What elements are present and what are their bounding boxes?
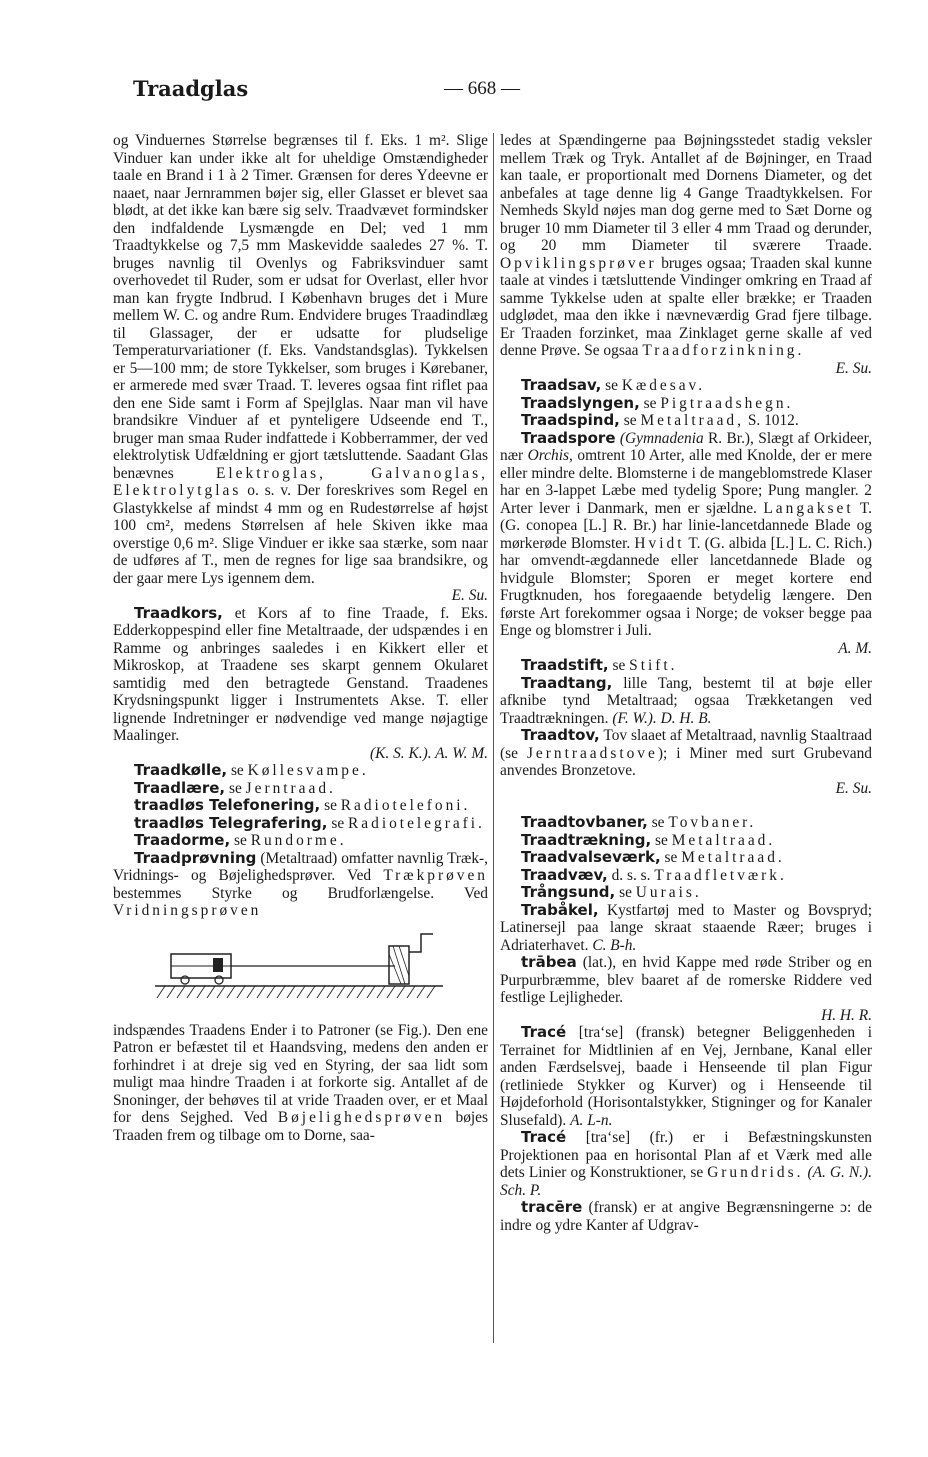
headword: Traadkors, (134, 603, 223, 622)
entry-traadvalsevaerk: Traadvalseværk, se Metaltraad. (521, 848, 785, 866)
entry-traadlaere: Traadlære, se Jerntraad. (134, 778, 336, 797)
author-signature: A. L-n. (570, 1111, 613, 1129)
author-signature: A. M. (838, 639, 872, 657)
cross-reference: Metaltraad, (640, 412, 744, 429)
entry-traadlos-telegrafering: traadløs Telegrafering, se Radiotelegrafi. (134, 813, 485, 832)
author-signature: E. Su. (451, 587, 488, 604)
entry-tracere: tracēre (fransk) er at angive Begrænsningerne ɔ: de indre og ydre Kanter af Udgrav- (500, 1198, 872, 1234)
torsion-apparatus-illustration (151, 928, 451, 1012)
cross-reference: Uurais. (635, 884, 702, 901)
entry-traadlos-telefonering: traadløs Telefonering, se Radiotelefoni. (134, 796, 471, 814)
cross-reference: Stift. (629, 657, 678, 674)
cross-reference: Traadfletværk. (654, 866, 787, 884)
author-signature: (K. S. K.). A. W. M. (370, 744, 488, 762)
cross-reference: Radiotelegrafi. (348, 814, 485, 832)
entry-traadstift: Traadstift, se Stift. (521, 656, 678, 674)
entry-traadspind: Traadspind, se Metaltraad, S. 1012. (521, 411, 799, 429)
cross-reference: Pigtraadshegn. (660, 394, 794, 412)
cross-reference: Rundorme. (250, 832, 347, 849)
cross-reference: Radiotelefoni. (340, 797, 471, 814)
author-signature: E. Su. (835, 359, 872, 377)
author-signature: E. Su. (835, 779, 872, 797)
paragraph-provning-right: ledes at Spændingerne paa Bøjningsstedet stadig veksler mellem Træk og Tryk. Antallet af de Bøjninger, en Traad kan taale, er proportionalt med Dornens Diameter, og det anbefales at tage denne lig 4 Gange Traadtykkelsen. For Nemheds Skyld nøjes man dog gerne med to Sæt Dorne og bruger 10 mm Diameter til 3 eller 4 mm Traad og derunder, og 20 mm Diameter til sværere Traade. Opviklingsprøver bruges ogsaa; Traaden skal kunne taale at vindes i tætsluttende Vindinger omkring en Traad af samme Tykkelse uden at spalte eller brække; er Traaden udglødet, maa den ikke i nævneværdig Grad fjere tilbage. Er Traaden forzinket, maa Zinklaget gerne skalle af ved denne Prøve. Se ogsaa Traadforzinkning. E. Su. (500, 132, 872, 377)
entry-traadtov: Traadtov, Tov slaaet af Metaltraad, navnlig Staaltraad (se Jerntraadstove); i Miner med surt Grubevand anvendes Bronzetove. E. Su. (500, 726, 872, 797)
entry-trace-vej: Tracé [tra‘se] (fransk) betegner Beliggenheden i Terrainet for Midtlinien af en Vej, Jernbane, Kanal eller anden Færdselsvej, baade i Henseende til plan Figur (retliniede Stykker og Kurver) og i Henseende til Højdeforhold (Horisontalstykker, Stigninger og for Kanaler Slusefald). A. L-n. (500, 1023, 872, 1129)
paragraph-provning-continued: indspændes Traadens Ender i to Patroner (se Fig.). Den ene Patron er befæstet til et Haandsving, medens den anden er forhindret i at dreje sig ved en Styring, der saa lidt som muligt maa hindre Traaden i at forkorte sig. Antallet af de Snoninger, der behøves til at vride Traaden over, er et Maal for dens Sejghed. Ved Bøjelighedsprøven bøjes Traaden frem og tilbage om to Dorne, saa- (113, 1021, 488, 1144)
wire-torsion-test-figure (113, 928, 488, 1012)
page-header-title: Traadglas (133, 76, 249, 101)
entry-trangsund: Trångsund, se Uurais. (521, 883, 702, 901)
author-signature: C. B-h. (592, 936, 637, 954)
entry-traadtang: Traadtang, lille Tang, bestemt til at bøje eller afknibe tynd Metaltraad; ogsaa Trækketangen ved Traadtrækningen. (F. W.). D. H. B. (500, 673, 873, 727)
cross-reference: Tovbaner. (668, 814, 757, 831)
entry-traadtovbaner: Traadtovbaner, se Tovbaner. (521, 813, 757, 831)
entry-traadprovning: Traadprøvning (Metaltraad) omfatter navnlig Træk-, Vridnings- og Bøjelighedsprøver. Ved Trækprøven bestemmes Styrke og Brudforlængelse. Ved Vridningsprøven (113, 848, 488, 919)
cross-reference: Kædesav. (621, 377, 706, 394)
cross-reference: Køllesvampe. (247, 762, 369, 779)
spacer (500, 797, 872, 814)
cross-reference: Metaltraad. (671, 831, 776, 849)
column-divider (493, 133, 494, 1343)
entry-traadslyngen: Traadslyngen, se Pigtraadshegn. (521, 393, 794, 412)
entry-traadkolle: Traadkølle, se Køllesvampe. (134, 761, 369, 779)
entry-traadtraekning: Traadtrækning, se Metaltraad. (521, 830, 776, 849)
author-signature: (F. W.). D. H. B. (612, 709, 712, 727)
entry-traadvaev: Traadvæv, d. s. s. Traadfletværk. (521, 865, 787, 884)
entry-traadorme: Traadorme, se Rundorme. (134, 831, 347, 849)
entry-trace-befaestning: Tracé [tra‘se] (fr.) er i Befæstningskunsten Projektionen paa en horisontal Plan af et Værk med alle dets Linier og Konstruktioner, se Grundrids. (A. G. N.). Sch. P. (500, 1128, 872, 1199)
cross-reference: Jerntraad. (245, 779, 336, 797)
entry-traadkors: Traadkors, et Kors af to fine Traade, f. Eks. Edderkoppespind eller fine Metaltraade, der udspændes i en Ramme og anbringes saaledes i en Kikkert eller et Mikroskop, at Traadene ses skarpt gennem Okularet samtidig med den betragtede Genstand. Traadenes Krydsningspunkt ligger i Instrumentets Akse. T. eller lignende Indretninger er nødvendige ved mange nøjagtige Maalinger. (K. S. K.). A. W. M. (113, 603, 488, 762)
right-column (500, 132, 872, 1234)
paragraph-traadglas-continued: og Vinduernes Størrelse begrænses til f. Eks. 1 m². Slige Vinduer kan under ikke alt for uheldige Omstændigheder taale en Brand i 1 à 2 Timer. Grænsen for deres Ydeevne er naaet, naar Jernrammen bøjer sig, eller Glasset er blevet saa blødt, at det ikke kan bære sig selv. Traadvævet formindsker den indfaldende Lysmængde en Del; ved 1 mm Traadtykkelse og 7,5 mm Maskevidde saaledes 27 %. T. bruges navnlig til Ovenlys og Fabriksvinduer samt overhovedet til Ruder, som er udsat for Overlast, eller hvor man kan frygte Indbrud. I København bruges det i Mure mellem W. C. og andre Rum. Endvidere bruges Traadindlæg til Glassager, der er udsatte for pludselige Temperaturvariationer (f. Eks. Vandstandsglas). Tykkelsen er 5—100 mm; de store Tykkelser, som bruges i Kørebaner, er armerede med svær Traad. T. leveres ogsaa fint riflet paa den ene Side samt i Form af Spejlglas. Naar man vil have brandsikre Vinduer af et pynteligere Udseende end T., bruger man smaa Ruder indfattede i Kobberrammer, der ved elektrolytisk Udfældning er gjort tætsluttende. Saadant Glas benævnes Elektroglas, Galvanoglas, Elektrolytglas o. s. v. Der foreskrives som Regel en Glastykkelse af mindst 4 mm og en Rudestørrelse af højst 100 cm², medens Størrelsen af hele Skiven ikke maa overstige 0,6 m². Slige Vinduer er ikke saa stærke, som naar de udføres af T., men de regnes for lige saa brandsikre, og der gaar mere Lys igennem dem. E. Su. (113, 132, 488, 604)
entry-traadspore: Traadspore (Gymnadenia R. Br.), Slægt af Orkideer, nær Orchis, omtrent 10 Arter, alle med Knolde, der er mere eller mindre delte. Blomsterne i de mangeblomstrede Klaser har en 3-lappet Læbe med tydelig Spore; Pung mangler. 2 Arter lever i Danmark, men er sjældne. Langakset T. (G. conopea [L.] R. Br.) har linie-lancetdannede Blade og mørkerøde Blomster. Hvidt T. (G. albida [L.] L. C. Rich.) har omvendt-ægdannede eller lancetdannede Blade og hvidgule Blomster; Sporen er meget kortere end Frugtknuden, hos foregaaende betydelig længere. Den første Art forekommer ogsaa i Norge; de vokser begge paa Enge og blomstrer i Juli. A. M. (500, 428, 872, 657)
left-column (113, 132, 488, 1144)
entry-trabea: trābea (lat.), en hvid Kappe med røde Striber og en Purpurbræmme, blev baaret af de romerske Riddere ved festlige Lejligheder. H. H. R. (500, 953, 872, 1024)
author-signature: (A. G. N.). Sch. P. (500, 1164, 872, 1199)
entry-trabakel: Trabåkel, Kystfartøj med to Master og Bovspryd; Latinersejl paa lange skraat staaende Ræer; bruges i Adriaterhavet. C. B-h. (500, 900, 872, 954)
page-number: — 668 — (444, 78, 520, 99)
author-signature: H. H. R. (821, 1006, 872, 1024)
entry-traadsav: Traadsav, se Kædesav. (521, 376, 706, 394)
cross-reference: Metaltraad. (681, 849, 785, 866)
